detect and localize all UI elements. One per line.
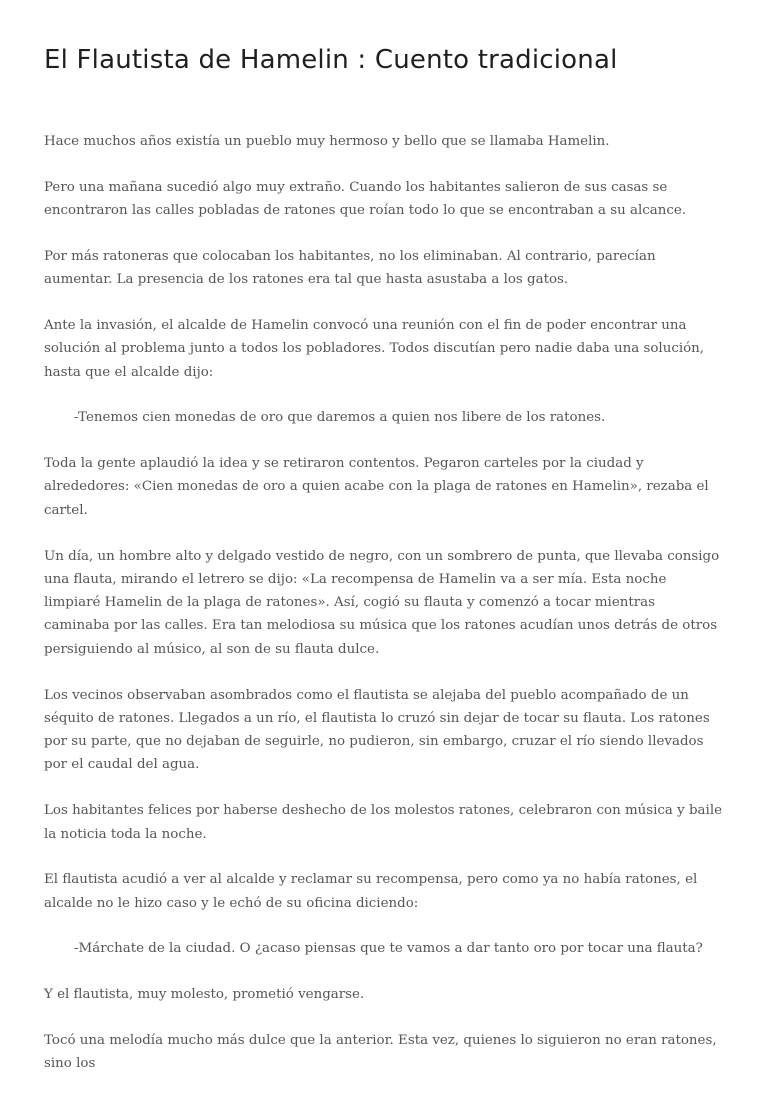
paragraph: Los vecinos observaban asombrados como el flautista se alejaba del pueblo acompañado de un séquito de ratones. Llegados a un río, el flautista lo cruzó sin dejar de tocar su flauta. Los ratones por su parte, que no dejaban de seguirle, no pudieron, sin embargo, cruzar el río siendo llevados por el caudal del agua. — [44, 687, 710, 773]
document-body — [44, 130, 724, 1098]
dialogue-paragraph: -Márchate de la ciudad. O ¿acaso piensas que te vamos a dar tanto oro por tocar una flauta? — [74, 941, 703, 957]
paragraph: Y el flautista, muy molesto, prometió vengarse. — [44, 987, 365, 1003]
paragraph: Hace muchos años existía un pueblo muy hermoso y bello que se llamaba Hamelin. — [44, 134, 610, 149]
paragraph: Los habitantes felices por haberse deshecho de los molestos ratones, celebraron con música y baile la noticia toda la noche. — [44, 803, 723, 842]
document-title: El Flautista de Hamelin : Cuento tradicional — [44, 45, 618, 75]
paragraph: El flautista acudió a ver al alcalde y reclamar su recompensa, pero como ya no había ratones, el alcalde no le hizo caso y le echó de su oficina diciendo: — [44, 872, 698, 911]
paragraph: Por más ratoneras que colocaban los habitantes, no los eliminaban. Al contrario, parecían aumentar. La presencia de los ratones era tal que hasta asustaba a los gatos. — [44, 248, 656, 288]
paragraph: Tocó una melodía mucho más dulce que la anterior. Esta vez, quienes lo siguieron no eran ratones, sino los — [44, 1033, 717, 1072]
paragraph: Un día, un hombre alto y delgado vestido de negro, con un sombrero de punta, que llevaba consigo una flauta, mirando el letrero se dijo: «La recompensa de Hamelin va a ser mía. Esta noche limpiaré Hamelin de la plaga de ratones». Así, cogió su flauta y comenzó a tocar mientras caminaba por las calles. Era tan melodiosa su música que los ratones acudían unos detrás de otros persiguiendo al músico, al son de su flauta dulce. — [44, 548, 720, 657]
paragraph: Pero una mañana sucedió algo muy extraño. Cuando los habitantes salieron de sus casas se encontraron las calles pobladas de ratones que roían todo lo que se encontraban a su alcance. — [44, 179, 687, 219]
dialogue-paragraph: -Tenemos cien monedas de oro que daremos a quien nos libere de los ratones. — [74, 410, 606, 426]
paragraph: Ante la invasión, el alcalde de Hamelin convocó una reunión con el fin de poder encontrar una solución al problema junto a todos los pobladores. Todos discutían pero nadie daba una solución, hasta que el alcalde dijo: — [44, 317, 705, 380]
paragraph: Toda la gente aplaudió la idea y se retiraron contentos. Pegaron carteles por la ciudad y alrededores: «Cien monedas de oro a quien acabe con la plaga de ratones en Hamelin», rezaba el cartel. — [44, 456, 709, 518]
